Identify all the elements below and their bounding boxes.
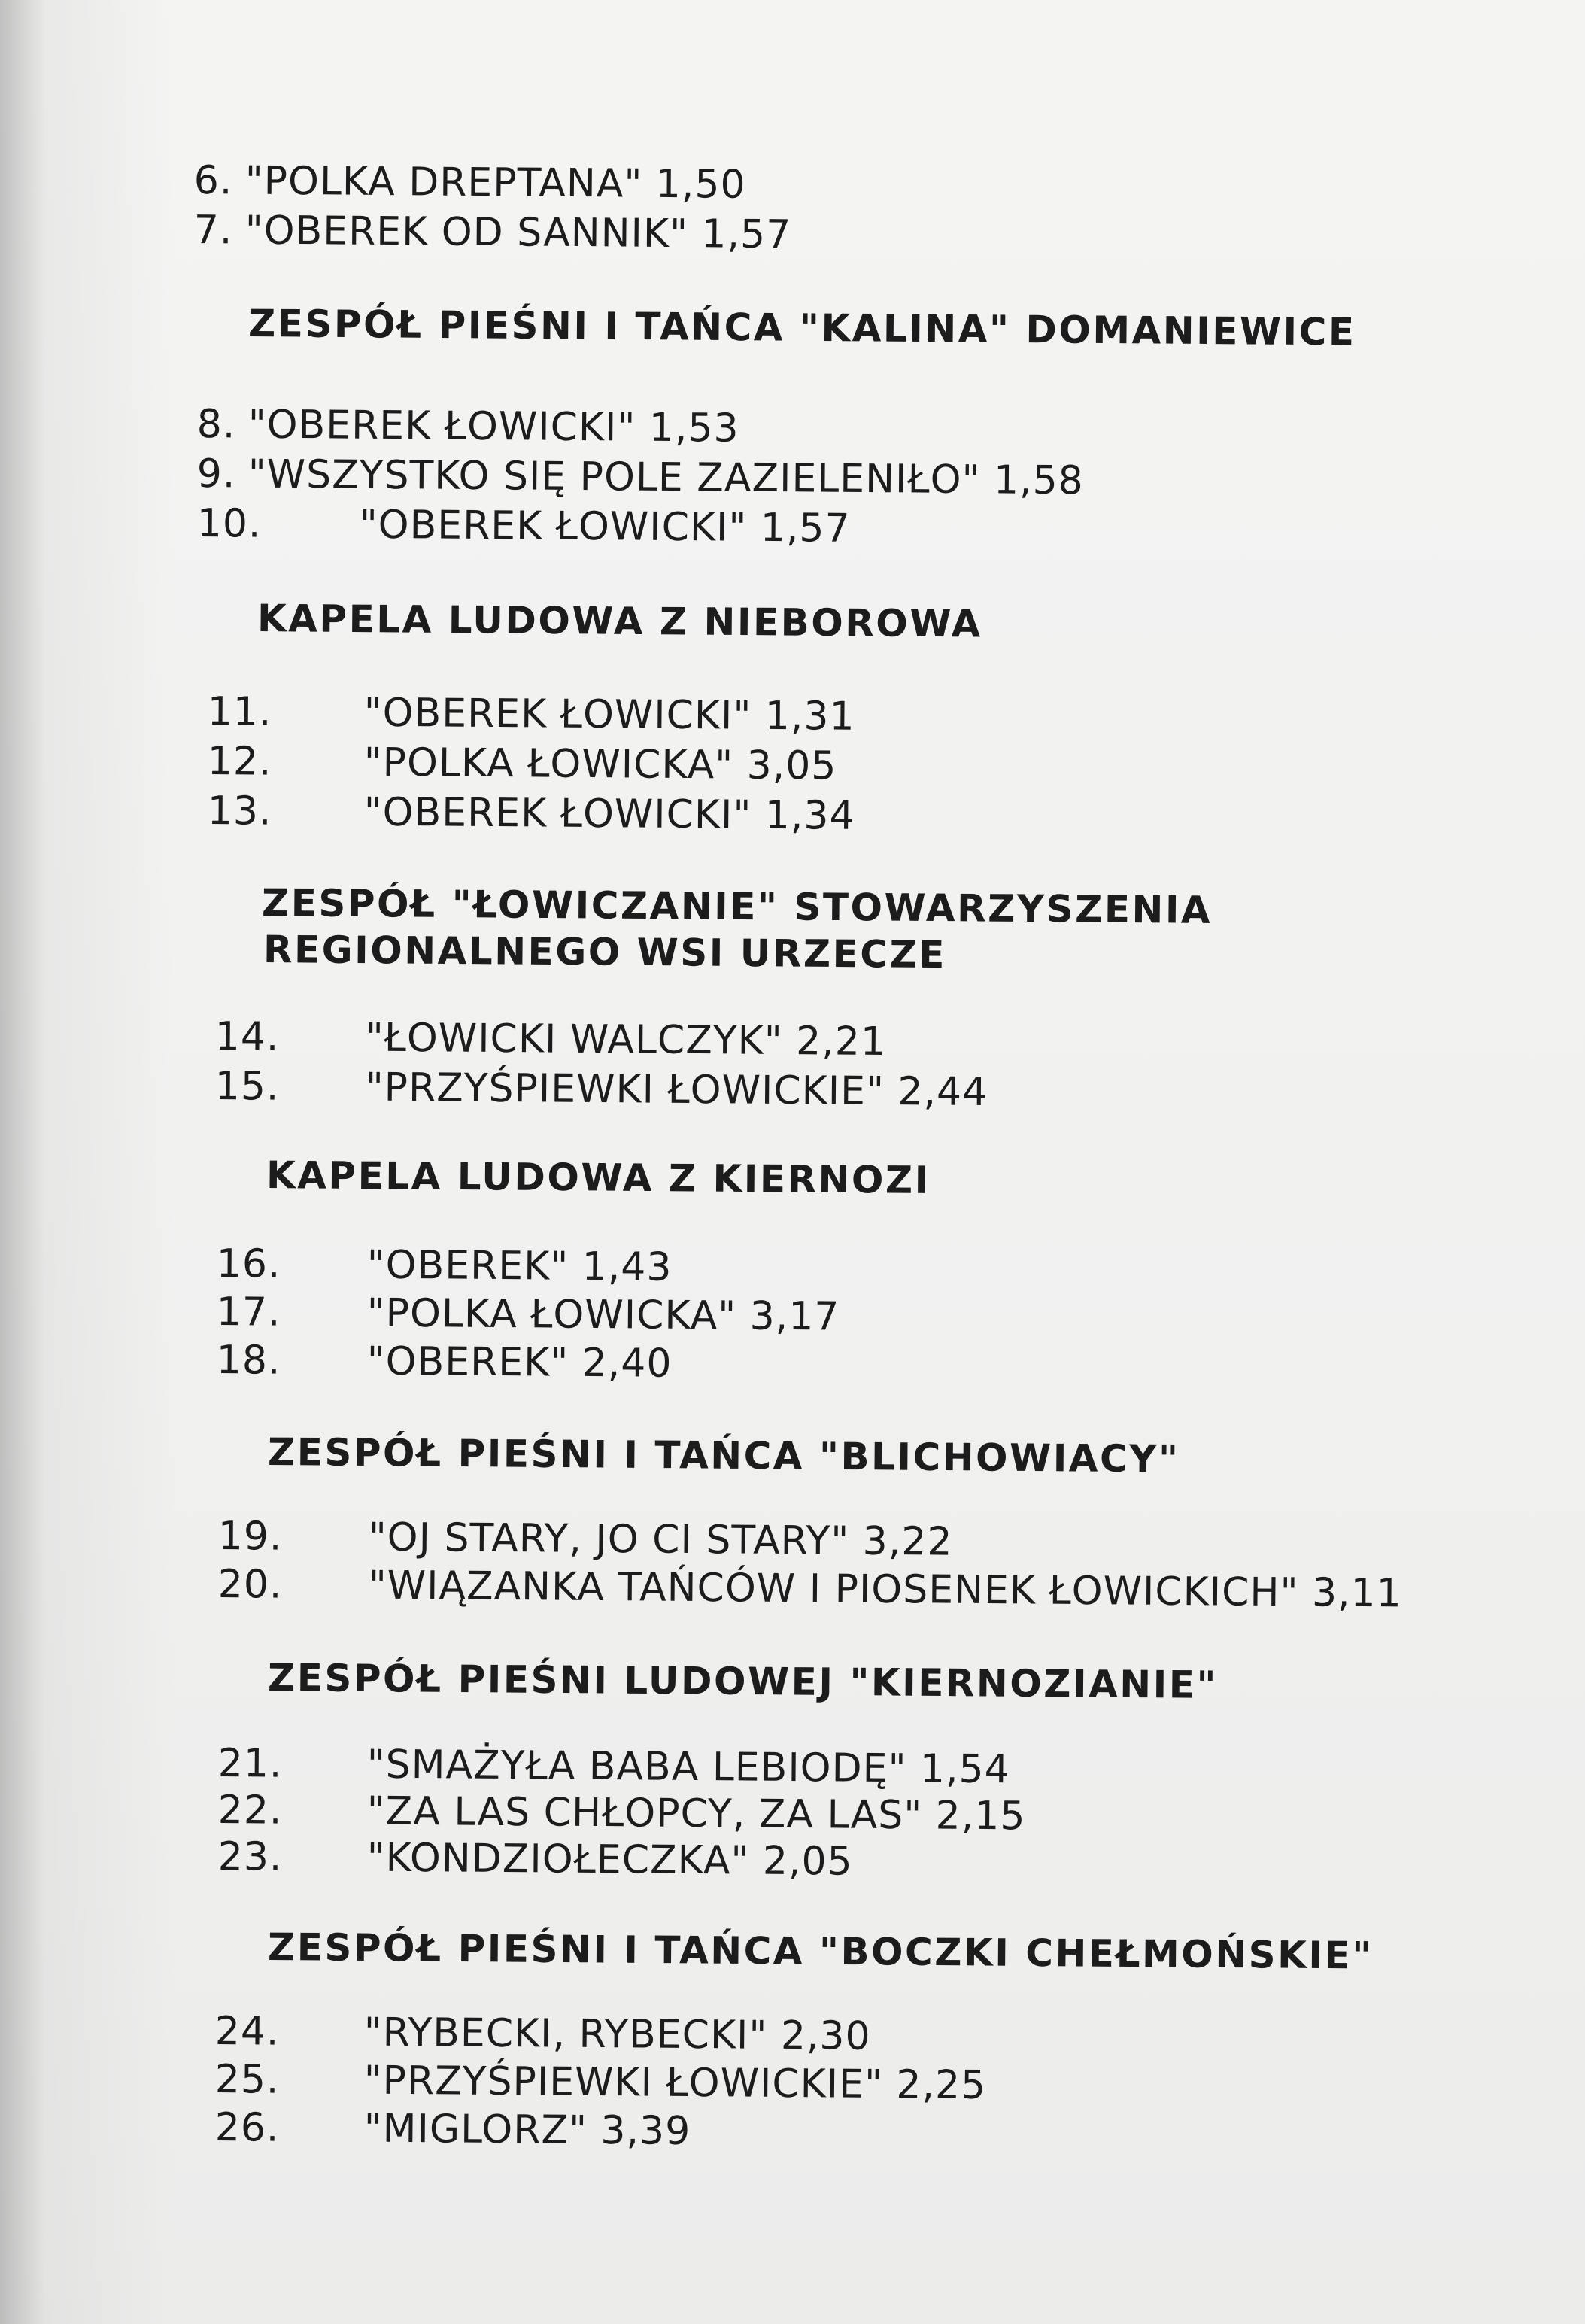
section-heading-kiernozi: KAPELA LUDOWA Z KIERNOZI bbox=[266, 1153, 931, 1202]
track-number: 15. bbox=[214, 1063, 280, 1110]
track-6 bbox=[193, 156, 1585, 208]
track-number: 11. bbox=[207, 688, 272, 735]
section-heading-nieborowa: KAPELA LUDOWA Z NIEBOROWA bbox=[257, 597, 983, 646]
track-number: 26. bbox=[214, 2105, 280, 2151]
track-title: "OBEREK" 1,43 bbox=[366, 1242, 673, 1290]
track-number: 16. bbox=[216, 1241, 281, 1287]
track-title: "OBEREK OD SANNIK" 1,57 bbox=[244, 208, 792, 258]
track-number: 9. bbox=[196, 451, 236, 497]
track-number: 6. bbox=[193, 157, 233, 204]
track-number: 20. bbox=[217, 1562, 283, 1608]
track-11 bbox=[207, 688, 1585, 740]
section-heading-kiernozianie: ZESPÓŁ PIEŚNI LUDOWEJ "KIERNOZIANIE" bbox=[267, 1656, 1219, 1707]
track-number: 19. bbox=[217, 1513, 283, 1560]
track-title: "OBEREK" 2,40 bbox=[366, 1338, 673, 1387]
section-heading-kalina: ZESPÓŁ PIEŚNI I TAŃCA "KALINA" DOMANIEWICE bbox=[247, 302, 1356, 354]
track-title: "MIGLORZ" 3,39 bbox=[363, 2106, 691, 2154]
track-number: 12. bbox=[207, 738, 272, 785]
track-title: "WIĄZANKA TAŃCÓW I PIOSENEK ŁOWICKICH" 3,11 bbox=[368, 1563, 1402, 1617]
track-number: 13. bbox=[207, 788, 272, 834]
track-title: "PRZYŚPIEWKI ŁOWICKIE" 2,44 bbox=[365, 1065, 988, 1116]
track-number: 21. bbox=[217, 1741, 283, 1787]
track-24 bbox=[214, 2007, 1585, 2059]
section-heading-lowiczanie-line-1: ZESPÓŁ "ŁOWICZANIE" STOWARZYSZENIA bbox=[261, 881, 1213, 932]
section-heading-blichowiacy: ZESPÓŁ PIEŚNI I TAŃCA "BLICHOWIACY" bbox=[267, 1430, 1180, 1481]
track-9 bbox=[196, 450, 1585, 504]
track-16 bbox=[216, 1240, 1585, 1290]
section-heading-lowiczanie-line-2: REGIONALNEGO WSI URZECZE bbox=[263, 928, 947, 977]
track-number: 24. bbox=[214, 2009, 280, 2055]
track-number: 14. bbox=[214, 1013, 280, 1060]
track-number: 25. bbox=[214, 2057, 280, 2103]
track-title: "RYBECKI, RYBECKI" 2,30 bbox=[363, 2010, 871, 2059]
track-8 bbox=[196, 400, 1585, 451]
track-number: 23. bbox=[217, 1834, 283, 1880]
track-title: "OBEREK ŁOWICKI" 1,31 bbox=[363, 690, 855, 740]
track-title: "WSZYSTKO SIĘ POLE ZAZIELENIŁO" 1,58 bbox=[247, 451, 1084, 504]
track-title: "POLKA DREPTANA" 1,50 bbox=[244, 158, 746, 208]
track-12 bbox=[207, 737, 1585, 789]
track-title: "ZA LAS CHŁOPCY, ZA LAS" 2,15 bbox=[366, 1788, 1026, 1839]
track-number: 10. bbox=[196, 500, 262, 547]
track-title: "KONDZIOŁECZKA" 2,05 bbox=[366, 1835, 853, 1885]
track-title: "OBEREK ŁOWICKI" 1,57 bbox=[359, 502, 851, 551]
track-17 bbox=[216, 1288, 1585, 1340]
track-title: "POLKA ŁOWICKA" 3,17 bbox=[366, 1290, 840, 1340]
track-title: "POLKA ŁOWICKA" 3,05 bbox=[363, 740, 837, 789]
track-title: "OJ STARY, JO CI STARY" 3,22 bbox=[368, 1514, 953, 1565]
track-title: "ŁOWICKI WALCZYK" 2,21 bbox=[365, 1015, 887, 1065]
track-title: "OBEREK ŁOWICKI" 1,53 bbox=[247, 402, 739, 451]
track-number: 18. bbox=[216, 1337, 281, 1384]
track-21 bbox=[217, 1739, 1585, 1793]
track-18 bbox=[216, 1336, 1585, 1387]
track-title: "SMAŻYŁA BABA LEBIODĘ" 1,54 bbox=[366, 1742, 1010, 1793]
track-15 bbox=[214, 1062, 1585, 1116]
track-number: 22. bbox=[217, 1788, 283, 1833]
section-heading-boczki-chelmonskie: ZESPÓŁ PIEŚNI I TAŃCA "BOCZKI CHEŁMOŃSKIE" bbox=[267, 1925, 1374, 1978]
track-title: "OBEREK ŁOWICKI" 1,34 bbox=[363, 789, 855, 839]
track-13 bbox=[207, 787, 1585, 839]
track-title: "PRZYŚPIEWKI ŁOWICKIE" 2,25 bbox=[363, 2058, 987, 2109]
track-number: 8. bbox=[196, 401, 236, 448]
track-19 bbox=[217, 1512, 1585, 1565]
track-14 bbox=[214, 1013, 1585, 1065]
track-number: 7. bbox=[193, 207, 233, 254]
track-25 bbox=[214, 2055, 1585, 2109]
track-number: 17. bbox=[216, 1289, 281, 1335]
track-7 bbox=[193, 206, 1585, 258]
